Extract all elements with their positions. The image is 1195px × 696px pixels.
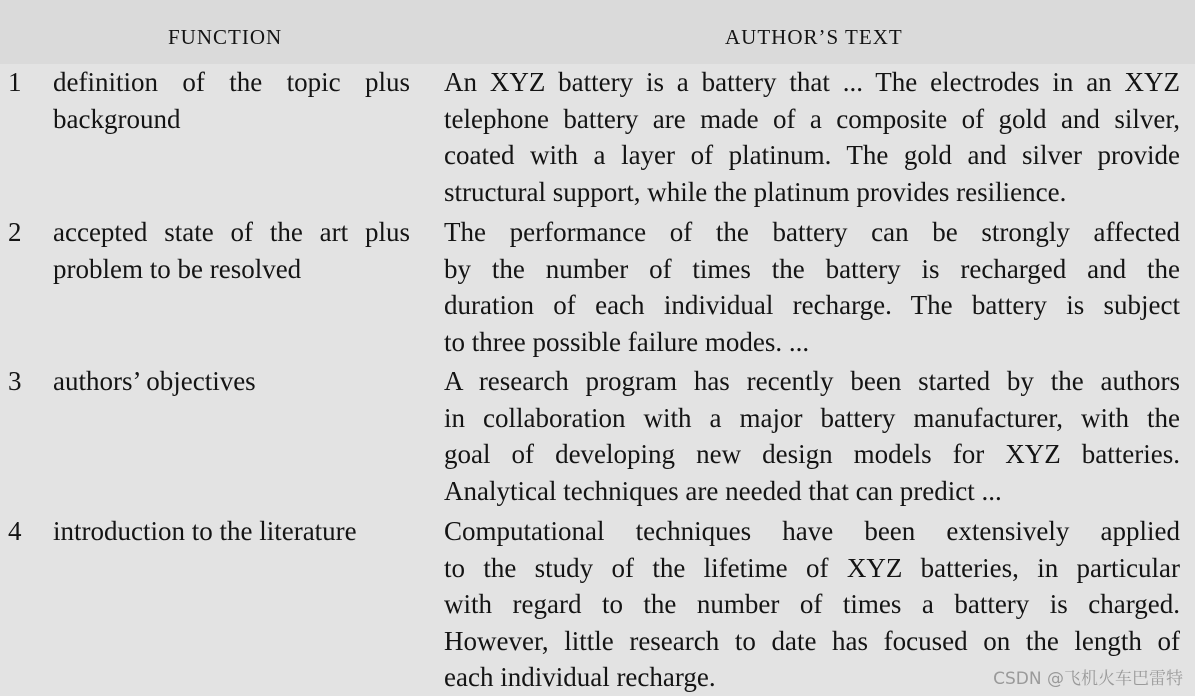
function-line: problem to be resolved — [53, 253, 302, 284]
row-number: 2 — [8, 217, 22, 247]
text-line: goal of developing new design models for XYZ batteries. — [444, 439, 1180, 469]
function-line: definition of the topic plus — [53, 67, 410, 97]
text-line: Computational techniques have been extensively applied — [444, 516, 1180, 546]
row-function — [53, 214, 410, 287]
row-function — [53, 513, 410, 550]
text-line: each individual recharge. — [444, 662, 716, 692]
row-author-text — [444, 363, 1180, 509]
row-author-text — [444, 64, 1180, 210]
function-line: background — [53, 103, 181, 134]
text-line: in collaboration with a major battery manufacturer, with the — [444, 402, 1180, 433]
text-line: An XYZ battery is a battery that ... The electrodes in an XYZ — [444, 67, 1180, 97]
row-function — [53, 64, 410, 137]
function-line: introduction to the literature — [53, 516, 357, 546]
text-line: to three possible failure modes. ... — [444, 326, 810, 357]
function-line: accepted state of the art plus — [53, 217, 410, 247]
row-number: 3 — [8, 366, 22, 396]
row-function — [53, 363, 410, 400]
text-line: coated with a layer of platinum. The gold and silver provide — [444, 140, 1180, 170]
text-line: Analytical techniques are needed that can predict ... — [444, 475, 1002, 506]
text-line: However, little research to date has focused on the length of — [444, 625, 1180, 656]
text-line: by the number of times the battery is recharged and the — [444, 253, 1180, 284]
watermark: CSDN @飞机火车巴雷特 — [993, 669, 1183, 689]
text-line: A research program has recently been started by the authors — [444, 366, 1180, 396]
text-line: structural support, while the platinum provides resilience. — [444, 176, 1067, 207]
text-line: telephone battery are made of a composite of gold and silver, — [444, 103, 1180, 134]
row-author-text — [444, 214, 1180, 360]
text-line: duration of each individual recharge. The battery is subject — [444, 290, 1180, 320]
authors-text-column-header: AUTHOR’S TEXT — [725, 25, 903, 49]
function-column-header: FUNCTION — [168, 25, 283, 49]
table-header — [0, 0, 1195, 64]
text-line: The performance of the battery can be strongly affected — [444, 217, 1180, 247]
text-line: to the study of the lifetime of XYZ batteries, in particular — [444, 552, 1180, 583]
function-line: authors’ objectives — [53, 366, 256, 396]
row-number: 1 — [8, 67, 22, 97]
text-line: with regard to the number of times a battery is charged. — [444, 589, 1180, 619]
row-number: 4 — [8, 516, 22, 546]
